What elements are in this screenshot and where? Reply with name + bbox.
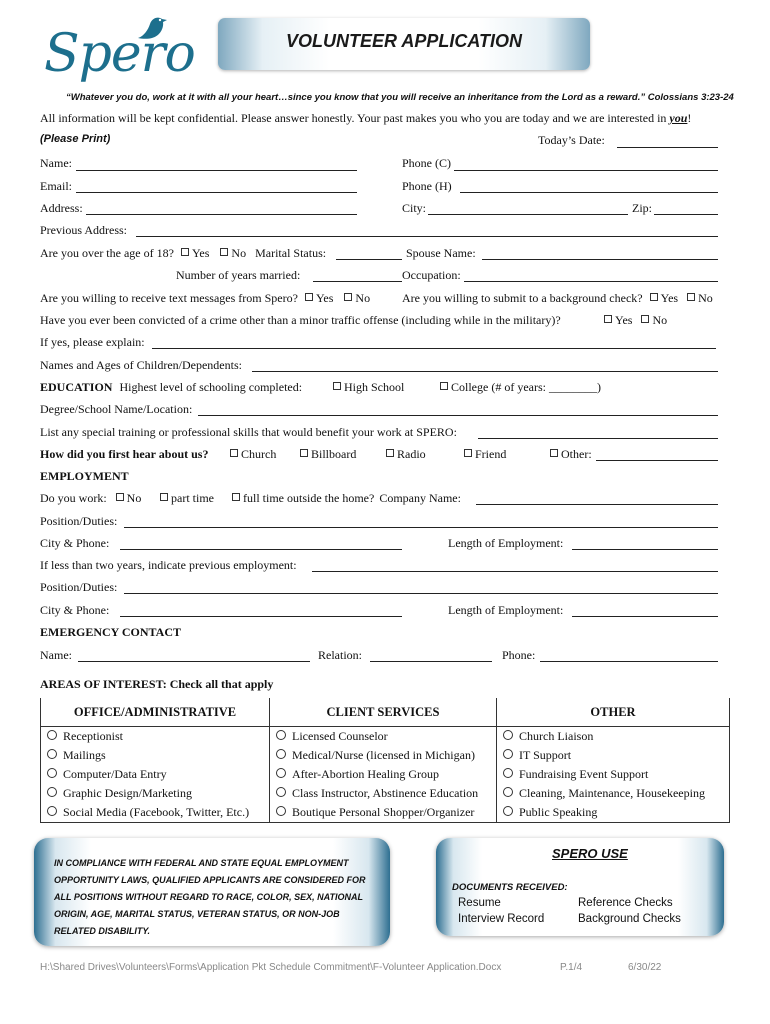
column-header: CLIENT SERVICES xyxy=(270,698,497,727)
church-label: Church xyxy=(241,447,277,461)
option-label: Receptionist xyxy=(63,729,123,743)
table-row xyxy=(41,784,730,803)
phone-c-field[interactable] xyxy=(454,170,718,171)
over18-row xyxy=(40,246,326,261)
resume-item: Resume xyxy=(458,897,501,909)
church-option xyxy=(230,447,276,462)
footer-page: P.1/4 xyxy=(560,962,583,973)
high-school-checkbox[interactable] xyxy=(333,382,341,390)
logo-wordmark: Spero xyxy=(44,24,195,84)
billboard-label: Billboard xyxy=(311,447,357,461)
zip-label: Zip: xyxy=(632,201,652,215)
children-label: Names and Ages of Children/Dependents: xyxy=(40,358,242,372)
radio-option xyxy=(386,447,426,462)
full-time-option xyxy=(232,491,461,506)
option-circle-icon[interactable] xyxy=(503,730,513,740)
footer-date: 6/30/22 xyxy=(628,962,662,973)
interest-option[interactable] xyxy=(41,746,270,765)
reference-checks-item: Reference Checks xyxy=(578,897,673,909)
option-label: Class Instructor, Abstinence Education xyxy=(292,786,479,800)
other-label: Other: xyxy=(561,447,592,461)
interest-option[interactable] xyxy=(41,765,270,784)
interest-option[interactable] xyxy=(270,746,497,765)
full-time-checkbox[interactable] xyxy=(232,493,240,501)
interests-table xyxy=(40,698,730,823)
option-label: IT Support xyxy=(519,748,572,762)
option-label: Church Liaison xyxy=(519,729,594,743)
no-label: No xyxy=(355,291,371,305)
company-name-label: Company Name: xyxy=(379,491,461,505)
friend-checkbox[interactable] xyxy=(464,449,472,457)
yes-label: Yes xyxy=(191,246,210,260)
column-header: OFFICE/ADMINISTRATIVE xyxy=(41,698,270,727)
confidential-you: you xyxy=(669,111,688,125)
table-row xyxy=(41,746,730,765)
interest-option[interactable] xyxy=(270,765,497,784)
background-check-label: Are you willing to submit to a background check? xyxy=(402,291,643,305)
yes-label: Yes xyxy=(615,313,633,327)
occupation-field[interactable] xyxy=(464,281,718,282)
full-time-label: full time outside the home? xyxy=(243,491,375,505)
high-school-label: High School xyxy=(344,380,405,394)
convicted-yes-checkbox[interactable] xyxy=(604,315,612,323)
spero-use-box xyxy=(436,838,724,936)
company-name-field[interactable] xyxy=(476,504,718,505)
option-label: After-Abortion Healing Group xyxy=(292,767,440,781)
option-circle-icon[interactable] xyxy=(276,768,286,778)
marital-status-label: Marital Status: xyxy=(255,246,327,260)
option-circle-icon[interactable] xyxy=(47,749,57,759)
option-label: Fundraising Event Support xyxy=(519,767,649,781)
radio-label: Radio xyxy=(397,447,426,461)
page-title: VOLUNTEER APPLICATION xyxy=(285,31,522,51)
college-option xyxy=(440,380,601,395)
previous-address-field[interactable] xyxy=(136,236,718,237)
interest-option[interactable] xyxy=(497,727,730,747)
other-field[interactable] xyxy=(596,460,718,461)
if-yes-label: If yes, please explain: xyxy=(40,335,145,349)
interest-option[interactable] xyxy=(270,803,497,823)
email-field[interactable] xyxy=(76,192,357,193)
part-time-option xyxy=(160,491,214,506)
city-phone-label: City & Phone: xyxy=(40,536,110,550)
relation-label: Relation: xyxy=(318,648,362,662)
previous-employment-field[interactable] xyxy=(312,571,718,572)
radio-checkbox[interactable] xyxy=(386,449,394,457)
over18-label: Are you over the age of 18? xyxy=(40,246,174,260)
confidential-text: All information will be kept confidential. Please answer honestly. Your past makes you who you are today and we are interested in xyxy=(40,111,667,125)
interests-header-row xyxy=(41,698,730,727)
college-checkbox[interactable] xyxy=(440,382,448,390)
part-time-label: part time xyxy=(171,491,214,505)
length-employment-field[interactable] xyxy=(572,549,718,550)
option-circle-icon[interactable] xyxy=(276,806,286,816)
option-circle-icon[interactable] xyxy=(503,806,513,816)
other-option xyxy=(550,447,592,462)
city-label: City: xyxy=(402,201,427,215)
occupation-label: Occupation: xyxy=(402,268,461,282)
high-school-option xyxy=(333,380,404,395)
interview-record-item: Interview Record xyxy=(458,913,545,925)
zip-field[interactable] xyxy=(654,214,718,215)
spero-use-title: SPERO USE xyxy=(552,846,628,861)
college-label: College (# of years: ________) xyxy=(451,380,601,394)
length-employment-label: Length of Employment: xyxy=(448,536,564,550)
text-messages-label: Are you willing to receive text messages from Spero? xyxy=(40,291,298,305)
address-label: Address: xyxy=(40,201,83,215)
employment-heading: EMPLOYMENT xyxy=(40,469,129,483)
option-circle-icon[interactable] xyxy=(47,730,57,740)
hear-about-label: How did you first hear about us? xyxy=(40,447,209,461)
option-circle-icon[interactable] xyxy=(503,749,513,759)
education-row xyxy=(40,380,302,395)
table-row xyxy=(41,727,730,747)
option-circle-icon[interactable] xyxy=(276,749,286,759)
text-messages-row xyxy=(40,291,370,306)
over18-no-checkbox[interactable] xyxy=(220,248,228,256)
table-row xyxy=(41,765,730,784)
please-print: (Please Print) xyxy=(40,133,111,145)
convicted-options xyxy=(604,313,667,328)
work-no-checkbox[interactable] xyxy=(116,493,124,501)
option-circle-icon[interactable] xyxy=(47,768,57,778)
background-no-checkbox[interactable] xyxy=(687,293,695,301)
interest-option[interactable] xyxy=(41,803,270,823)
compliance-text: IN COMPLIANCE WITH FEDERAL AND STATE EQUAL EMPLOYMENT OPPORTUNITY LAWS, QUALIFIED APPLICANTS ARE CONSIDERED FOR ALL POSITIONS WITHOUT REGARD TO RACE, COLOR, SEX, NATIONAL ORIGIN, AGE, MARITAL STATUS, VETERAN STATUS, OR NON-JOB RELATED DISABILITY. xyxy=(54,858,366,936)
interest-option[interactable] xyxy=(497,784,730,803)
position-duties-2-label: Position/Duties: xyxy=(40,580,118,594)
option-label: Medical/Nurse (licensed in Michigan) xyxy=(292,748,475,762)
spouse-name-label: Spouse Name: xyxy=(406,246,476,260)
todays-date-field[interactable] xyxy=(617,147,718,148)
background-checks-item: Background Checks xyxy=(578,913,681,925)
marital-status-field[interactable] xyxy=(336,259,402,260)
ec-phone-field[interactable] xyxy=(540,661,718,662)
position-duties-label: Position/Duties: xyxy=(40,514,118,528)
special-training-field[interactable] xyxy=(478,438,718,439)
texts-yes-checkbox[interactable] xyxy=(305,293,313,301)
confidential-notice xyxy=(40,111,691,126)
special-training-label: List any special training or professional skills that would benefit your work at SPERO: xyxy=(40,425,457,439)
ec-name-label: Name: xyxy=(40,648,72,662)
footer-path: H:\Shared Drives\Volunteers\Forms\Application Pkt Schedule Commitment\F-Volunteer Application.Docx xyxy=(40,962,502,973)
other-checkbox[interactable] xyxy=(550,449,558,457)
years-married-field[interactable] xyxy=(313,281,402,282)
option-label: Graphic Design/Marketing xyxy=(63,786,192,800)
phone-h-label: Phone (H) xyxy=(402,179,452,193)
friend-option xyxy=(464,447,506,462)
yes-label: Yes xyxy=(660,291,679,305)
ec-name-field[interactable] xyxy=(78,661,310,662)
option-label: Mailings xyxy=(63,748,106,762)
do-you-work-row xyxy=(40,491,141,506)
part-time-checkbox[interactable] xyxy=(160,493,168,501)
interest-option[interactable] xyxy=(270,727,497,747)
education-question: Highest level of schooling completed: xyxy=(119,380,303,394)
city-phone-2-label: City & Phone: xyxy=(40,603,110,617)
city-phone-2-field[interactable] xyxy=(120,616,402,617)
option-circle-icon[interactable] xyxy=(47,806,57,816)
position-duties-field[interactable] xyxy=(124,527,718,528)
column-header: OTHER xyxy=(497,698,730,727)
option-label: Public Speaking xyxy=(519,805,598,819)
no-label: No xyxy=(652,313,668,327)
option-circle-icon[interactable] xyxy=(503,768,513,778)
do-you-work-label: Do you work: xyxy=(40,491,107,505)
phone-c-label: Phone (C) xyxy=(402,156,451,170)
address-field[interactable] xyxy=(86,214,357,215)
yes-label: Yes xyxy=(315,291,334,305)
spero-logo xyxy=(44,12,195,94)
background-check-row xyxy=(402,291,713,306)
option-circle-icon[interactable] xyxy=(503,787,513,797)
over18-yes-checkbox[interactable] xyxy=(181,248,189,256)
name-label: Name: xyxy=(40,156,72,170)
option-circle-icon[interactable] xyxy=(276,730,286,740)
years-married-label: Number of years married: xyxy=(176,268,301,282)
if-yes-field[interactable] xyxy=(152,348,716,349)
interests-heading: AREAS OF INTEREST: Check all that apply xyxy=(40,677,274,691)
no-label: No xyxy=(698,291,713,305)
position-duties-2-field[interactable] xyxy=(124,593,718,594)
title-banner xyxy=(218,18,590,70)
previous-address-label: Previous Address: xyxy=(40,223,127,237)
degree-field[interactable] xyxy=(198,415,718,416)
background-yes-checkbox[interactable] xyxy=(650,293,658,301)
interest-option[interactable] xyxy=(497,803,730,823)
interest-option[interactable] xyxy=(41,784,270,803)
name-field[interactable] xyxy=(76,170,357,171)
no-label: No xyxy=(231,246,247,260)
city-field[interactable] xyxy=(428,214,628,215)
option-label: Boutique Personal Shopper/Organizer xyxy=(292,805,475,819)
interest-option[interactable] xyxy=(497,765,730,784)
option-label: Cleaning, Maintenance, Housekeeping xyxy=(519,786,705,800)
emergency-heading: EMERGENCY CONTACT xyxy=(40,625,182,639)
todays-date-label: Today’s Date: xyxy=(538,133,605,147)
phone-label: Phone: xyxy=(502,648,536,662)
children-field[interactable] xyxy=(252,371,718,372)
compliance-box xyxy=(34,838,390,946)
option-circle-icon[interactable] xyxy=(276,787,286,797)
option-label: Licensed Counselor xyxy=(292,729,388,743)
less-than-two-label: If less than two years, indicate previous employment: xyxy=(40,558,297,572)
option-label: Computer/Data Entry xyxy=(63,767,167,781)
convicted-label: Have you ever been convicted of a crime other than a minor traffic offense (including while in the military)? xyxy=(40,313,561,327)
city-phone-field[interactable] xyxy=(120,549,402,550)
option-label: Social Media (Facebook, Twitter, Etc.) xyxy=(63,805,250,819)
email-label: Email: xyxy=(40,179,72,193)
length-employment-2-label: Length of Employment: xyxy=(448,603,564,617)
phone-h-field[interactable] xyxy=(460,192,718,193)
education-heading: EDUCATION xyxy=(40,380,113,394)
confidential-end: ! xyxy=(687,111,692,125)
table-row xyxy=(41,803,730,823)
friend-label: Friend xyxy=(475,447,507,461)
relation-field[interactable] xyxy=(370,661,492,662)
billboard-checkbox[interactable] xyxy=(300,449,308,457)
interest-option[interactable] xyxy=(41,727,270,747)
texts-no-checkbox[interactable] xyxy=(344,293,352,301)
scripture-verse: “Whatever you do, work at it with all your heart…since you know that you will receive an inheritance from the Lord as a reward.” Colossians 3:23-24 xyxy=(66,92,734,103)
interest-option[interactable] xyxy=(270,784,497,803)
degree-label: Degree/School Name/Location: xyxy=(40,402,193,416)
convicted-no-checkbox[interactable] xyxy=(641,315,649,323)
billboard-option xyxy=(300,447,356,462)
length-employment-2-field[interactable] xyxy=(572,616,718,617)
church-checkbox[interactable] xyxy=(230,449,238,457)
documents-received-label: DOCUMENTS RECEIVED: xyxy=(452,882,568,893)
interest-option[interactable] xyxy=(497,746,730,765)
no-label: No xyxy=(126,491,142,505)
spouse-name-field[interactable] xyxy=(482,259,718,260)
option-circle-icon[interactable] xyxy=(47,787,57,797)
